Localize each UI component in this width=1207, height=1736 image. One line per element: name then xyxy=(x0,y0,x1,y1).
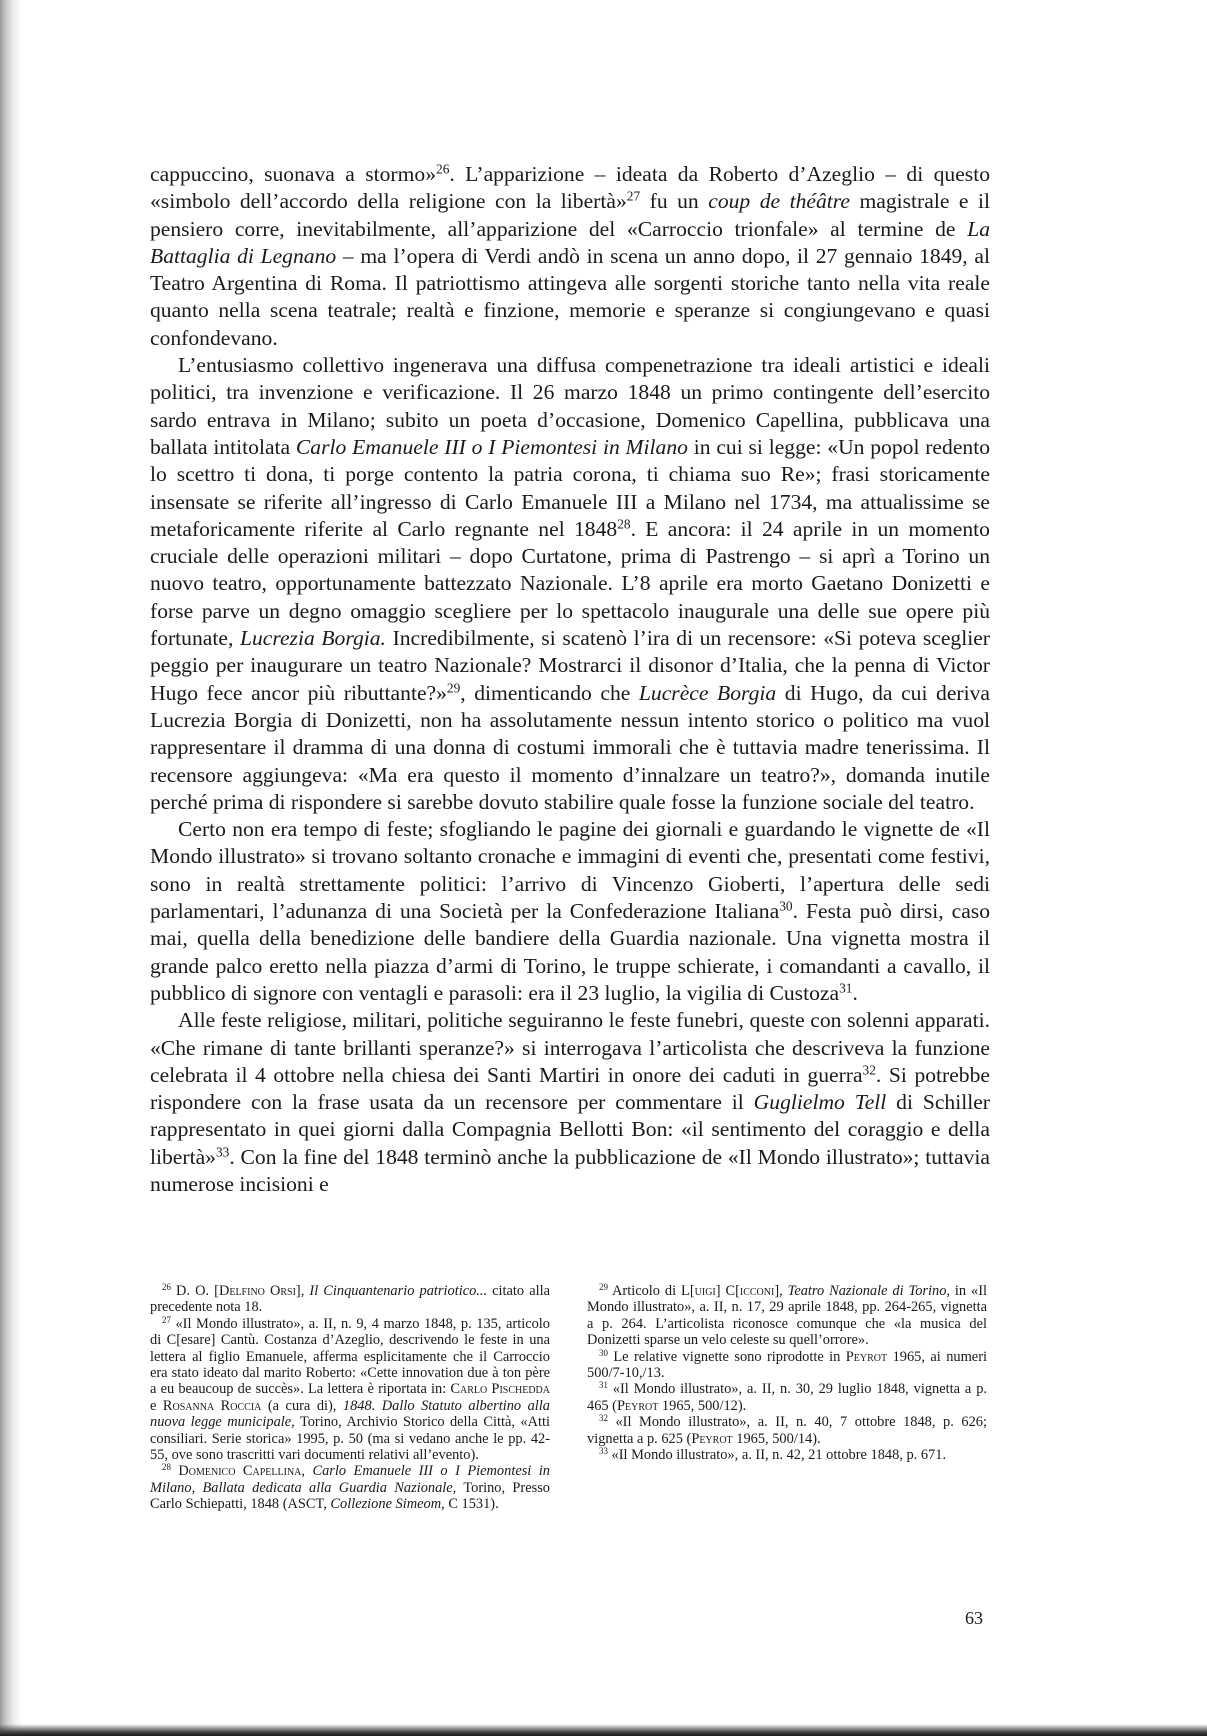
footnote-28: $^{28}$ Domenico Capellina, Carlo Emanuele III o I Piemontesi in Milano, Ballata dedicata alla Guardia Nazionale, Torino, Presso Carlo Schiepatti, 1848 (ASCT, Collezione Simeom, C 1531). xyxy=(150,1462,550,1513)
paragraph-3: Certo non era tempo di feste; sfogliando le pagine dei giornali e guardando le vignette de «Il Mondo illustrato» si trovano soltanto cronache e immagini di eventi che, presentati come festivi, sono in realtà strettamente politici: l’arrivo di Vincenzo Gioberti, l’apertura delle sedi parlamentari, l’adunanza di una Società per la Confederazione Italiana$^{30}$. Festa può dirsi, caso mai, quella della benedizione delle bandiere della Guardia nazionale. Una vignetta mostra il grande palco eretto nella piazza d’armi di Torino, le truppe schierate, i comandanti a cavallo, il pubblico di signore con ventagli e parasoli: era il 23 luglio, la vigilia di Custoza$^{31}$. xyxy=(150,817,991,1005)
footnote-32: $^{32}$ «Il Mondo illustrato», a. II, n. 40, 7 ottobre 1848, p. 626; vignetta a p. 625 (Peyrot 1965, 500/14). xyxy=(587,1413,987,1447)
footnote-ref-26: 26 xyxy=(436,161,450,177)
footnote-ref-30: 30 xyxy=(779,898,793,914)
main-text xyxy=(150,161,990,1198)
paragraph-2: L’entusiasmo collettivo ingenerava una diffusa compenetrazione tra ideali artistici e ideali politici, tra invenzione e verificazione. Il 26 marzo 1848 un primo contingente dell’esercito sardo entrava in Milano; subito un poeta d’occasione, Domenico Capellina, pubblicava una ballata intitolata Carlo Emanuele III o I Piemontesi in Milano in cui si legge: «Un popol redento lo scettro ti dona, ti porge contento la patria corona, ti chiama suo Re»; frasi storicamente insensate se riferite all’ingresso di Carlo Emanuele III a Milano nel 1734, ma attualissime se metaforicamente riferite al Carlo regnante nel 1848$^{28}$. E ancora: il 24 aprile in un momento cruciale delle operazioni militari – dopo Curtatone, prima di Pastrengo – si aprì a Torino un nuovo teatro, opportunamente battezzato Nazionale. L’8 aprile era morto Gaetano Donizetti e forse parve un degno omaggio scegliere per lo spettacolo inaugurale una delle sue opere più fortunate, Lucrezia Borgia. Incredibilmente, si scatenò l’ira di un recensore: «Si poteva sceglier peggio per inaugurare un teatro Nazionale? Mostrarci il disonor d’Italia, che la penna di Victor Hugo fece ancor più ributtante?»$^{29}$, dimenticando che Lucrèce Borgia di Hugo, da cui deriva Lucrezia Borgia di Donizetti, non ha assolutamente nessun intento storico o politico ma vuol rappresentare il dramma di una donna di costumi immorali che è tuttavia madre tenerissima. Il recensore aggiungeva: «Ma era questo il momento d’innalzare un teatro?», domanda inutile perché prima di rispondere si sarebbe dovuto stabilire quale fosse la funzione sociale del teatro. xyxy=(150,353,990,814)
scan-shadow-left xyxy=(0,0,22,1736)
scan-shadow-bottom xyxy=(0,1724,1207,1736)
paragraph-1: cappuccino, suonava a stormo»$^{26}$. L’apparizione – ideata da Roberto d’Azeglio – di questo «simbolo dell’accordo della religione con la libertà»$^{27}$ fu un coup de théâtre magistrale e il pensiero corre, inevitabilmente, all’apparizione del «Carroccio trionfale» al termine de La Battaglia di Legnano – ma l’opera di Verdi andò in scena un anno dopo, il 27 gennaio 1849, al Teatro Argentina di Roma. Il patriottismo attingeva alle sorgenti storiche tanto nella vita reale quanto nella scena teatrale; realtà e finzione, memorie e speranze si congiungevano e quasi confondevano. xyxy=(150,161,991,350)
paragraph-4: Alle feste religiose, militari, politiche seguiranno le feste funebri, queste con solenni apparati. «Che rimane di tante brillanti speranze?» si interrogava l’articolista che descriveva la funzione celebrata il 4 ottobre nella chiesa dei Santi Martiri in onore dei caduti in guerra$^{32}$. Si potrebbe rispondere con la frase usata da un recensore per commentare il Guglielmo Tell di Schiller rappresentato in quei giorni dalla Compagnia Bellotti Bon: «il sentimento del coraggio e della libertà»$^{33}$. Con la fine del 1848 terminò anche la pubblicazione de «Il Mondo illustrato»; tuttavia numerose incisioni e xyxy=(150,1008,990,1196)
footnotes-right-column xyxy=(587,1283,987,1463)
footnote-27: $^{27}$ «Il Mondo illustrato», a. II, n. 9, 4 marzo 1848, p. 135, articolo di C[esare] Cantù. Costanza d’Azeglio, descrivendo le feste in una lettera al figlio Emanuele, afferma esplicitamente che il Carroccio era stato ideato dal marito Roberto: «Cette innovation due à ton père a eu beaucoup de succès». La lettera è riportata in: Carlo Pischedda e Rosanna Roccia (a cura di), 1848. Dallo Statuto albertino alla nuova legge municipale, Torino, Archivio Storico della Città, «Atti consiliari. Serie storica» 1995, p. 50 (ma si vedano anche le pp. 42-55, ove sono trascritti vari documenti relativi all’evento). xyxy=(150,1314,550,1464)
footnote-26: $^{26}$ D. O. [Delfino Orsi], Il Cinquantenario patriotico... citato alla precedente nota 18. xyxy=(150,1282,550,1316)
footnote-ref-32: 32 xyxy=(862,1062,876,1078)
footnote-31: $^{31}$ «Il Mondo illustrato», a. II, n. 30, 29 luglio 1848, vignetta a p. 465 (Peyrot 1965, 500/12). xyxy=(587,1380,987,1414)
footnote-29: $^{29}$ Articolo di L[uigi] C[icconi], Teatro Nazionale di Torino, in «Il Mondo illustrato», a. II, n. 17, 29 aprile 1848, pp. 264-265, vignetta a p. 264. L’articolista riconosce comunque che «la musica del Donizetti sparse un velo celeste su quell’orrore». xyxy=(587,1282,988,1349)
footnote-ref-27: 27 xyxy=(626,188,641,204)
footnote-33: $^{33}$ «Il Mondo illustrato», a. II, n. 42, 21 ottobre 1848, p. 671. xyxy=(599,1446,947,1464)
footnote-ref-28: 28 xyxy=(617,516,631,532)
footnote-ref-29: 29 xyxy=(446,680,461,696)
footnote-ref-31: 31 xyxy=(839,980,853,996)
footnote-ref-33: 33 xyxy=(215,1144,230,1160)
page-number: 63 xyxy=(965,1608,983,1628)
footnotes-left-column xyxy=(150,1283,550,1513)
footnote-30: $^{30}$ Le relative vignette sono riprodotte in Peyrot 1965, ai numeri 500/7-10,/13. xyxy=(587,1347,987,1382)
